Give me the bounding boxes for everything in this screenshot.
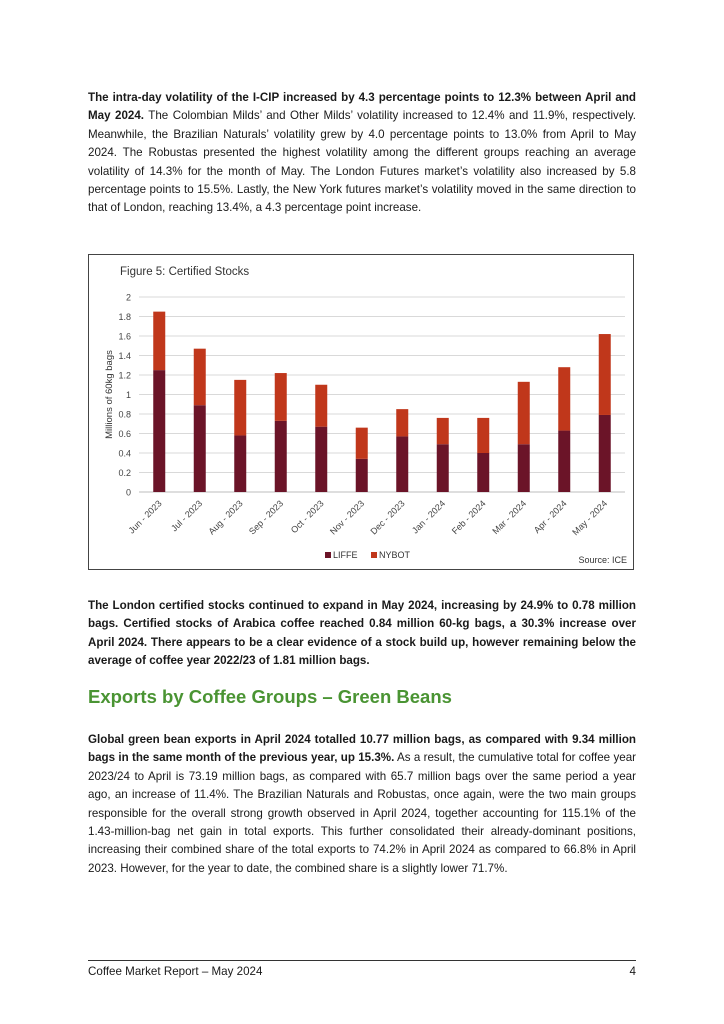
- bar-liffe: [396, 436, 408, 492]
- bar-liffe: [153, 370, 165, 492]
- y-tick-label: 0.4: [118, 448, 131, 459]
- bar-nybot: [153, 312, 165, 371]
- x-tick-label: Feb - 2024: [449, 498, 488, 537]
- bar-nybot: [518, 382, 530, 444]
- chart-title: Figure 5: Certified Stocks: [120, 266, 250, 278]
- x-tick-label: Oct - 2023: [288, 498, 326, 536]
- bar-liffe: [518, 444, 530, 492]
- volatility-lead: The intra-day volatility of the I-CIP increased by 4.3 percentage points to 12.3% between April and May 2024.: [88, 91, 636, 123]
- legend-label: NYBOT: [379, 550, 411, 560]
- bar-liffe: [275, 421, 287, 492]
- bar-nybot: [315, 385, 327, 427]
- chart-source: Source: ICE: [578, 555, 627, 565]
- bar-liffe: [356, 459, 368, 492]
- y-tick-label: 1.4: [118, 351, 131, 361]
- x-tick-label: Mar - 2024: [490, 498, 529, 537]
- certified-stocks-paragraph: The London certified stocks continued to expand in May 2024, increasing by 24.9% to 0.78 million bags. Certified stocks of Arabica coffee reached 0.84 million 60-kg bags, a 30.3% increase over April 2024. There appears to be a clear evidence of a stock build up, however remaining below the average of coffee year 2022/23 of 1.81 million bags.: [88, 599, 636, 668]
- y-axis-label: Millions of 60kg bags: [104, 350, 115, 439]
- bar-nybot: [356, 428, 368, 459]
- bar-liffe: [477, 453, 489, 492]
- x-tick-label: Apr - 2024: [531, 498, 569, 536]
- y-tick-label: 1.8: [118, 312, 131, 322]
- bar-nybot: [437, 418, 449, 444]
- bar-liffe: [558, 431, 570, 492]
- bar-nybot: [396, 409, 408, 436]
- x-tick-label: Nov - 2023: [327, 498, 367, 537]
- x-tick-label: May - 2024: [570, 498, 610, 538]
- exports-lead: Global green bean exports in April 2024 totalled 10.77 million bags, as compared with 9.34 million bags in the same month of the previous year, up 15.3%.: [88, 733, 636, 765]
- x-tick-label: Jan - 2024: [410, 498, 448, 536]
- footer-report-title: Coffee Market Report – May 2024: [88, 965, 263, 978]
- legend-swatch-liffe: [325, 552, 331, 558]
- section-heading: Exports by Coffee Groups – Green Beans: [88, 686, 452, 707]
- footer-divider: [88, 960, 636, 961]
- y-tick-label: 1: [125, 390, 131, 400]
- bar-liffe: [437, 444, 449, 492]
- x-tick-label: Jul - 2023: [169, 498, 205, 534]
- bar-liffe: [315, 427, 327, 492]
- y-tick-label: 2: [125, 292, 131, 303]
- exports-body: As a result, the cumulative total for coffee year 2023/24 to April is 73.19 million bags, as compared with 65.7 million bags over the same period a year ago, an increase of 11.4%. The Brazilian Naturals and Robustas, once again, were the two main groups responsible for the overall strong growth observed in April 2024, together accounting for 115.1% of the 1.43-million-bag net gain in total exports. This further consolidated their already-dominant positions, increasing their combined share of the total exports to 74.2% in April 2024 as compared to 66.8% in April 2023. However, for the year to date, the combined share is a slightly lower 71.7%.: [88, 751, 636, 875]
- y-tick-label: 0.8: [118, 409, 131, 420]
- y-tick-label: 0.6: [118, 429, 131, 439]
- bar-liffe: [194, 405, 206, 492]
- bar-nybot: [558, 367, 570, 430]
- y-tick-label: 1.2: [118, 370, 131, 381]
- y-tick-label: 0: [125, 487, 131, 498]
- y-tick-label: 0.2: [118, 468, 131, 478]
- x-tick-label: Jun - 2023: [126, 498, 164, 536]
- legend-label: LIFFE: [333, 550, 358, 560]
- volatility-paragraph: [88, 89, 636, 218]
- y-tick-label: 1.6: [118, 331, 131, 342]
- bar-liffe: [599, 415, 611, 492]
- bar-nybot: [234, 380, 246, 436]
- volatility-body: The Colombian Milds’ and Other Milds’ volatility increased to 12.4% and 11.9%, respectively. Meanwhile, the Brazilian Naturals’ volatility grew by 4.0 percentage points to 13.0% from April to May 2024. The Robustas presented the highest volatility among the different groups reaching an average volatility of 14.3% for the month of May. The London Futures market’s volatility also increased by 5.8 percentage points to 15.5%. Lastly, the New York futures market’s volatility moved in the same direction to that of London, reaching 13.4%, a 4.3 percentage point increase.: [88, 109, 637, 215]
- certified-stocks-chart: [88, 254, 634, 570]
- bar-nybot: [194, 349, 206, 406]
- x-tick-label: Aug - 2023: [206, 498, 245, 537]
- legend-swatch-nybot: [371, 552, 377, 558]
- x-tick-label: Dec - 2023: [368, 498, 407, 537]
- page-number: 4: [629, 965, 636, 978]
- bar-liffe: [234, 435, 246, 492]
- exports-paragraph: [88, 731, 636, 878]
- bar-nybot: [477, 418, 489, 453]
- bar-nybot: [599, 334, 611, 415]
- bar-nybot: [275, 373, 287, 421]
- x-tick-label: Sep - 2023: [246, 498, 286, 537]
- chart-canvas: [89, 255, 635, 571]
